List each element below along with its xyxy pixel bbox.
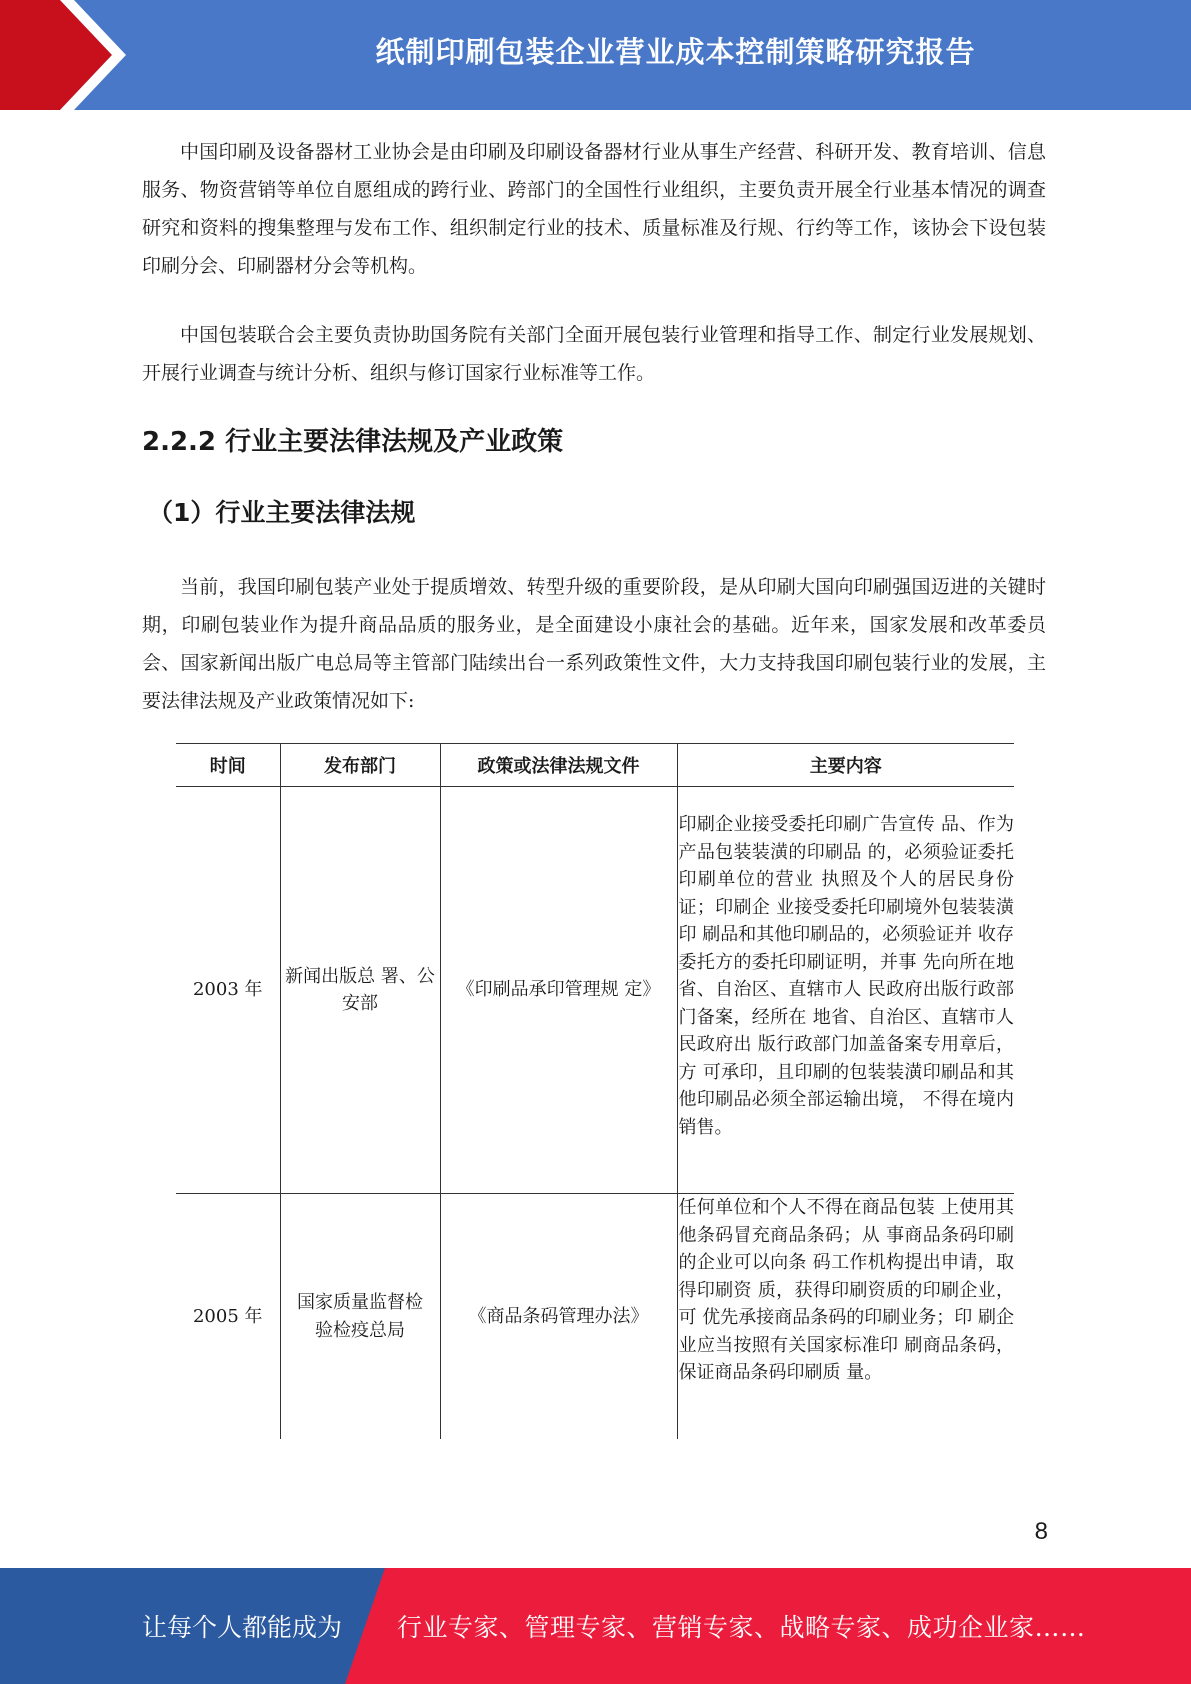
cell-department: 国家质量监督检验检疫总局 (280, 1194, 440, 1440)
table-header-row (176, 744, 1014, 787)
table-row (176, 787, 1014, 1194)
cell-document: 《印刷品承印管理规 定》 (440, 787, 677, 1194)
header-arrow-decoration (0, 0, 160, 110)
cell-content: 印刷企业接受委托印刷广告宣传 品、作为产品包装装潢的印刷品 的，必须验证委托印刷单位的营业 执照及个人的居民身份证；印刷企 业接受委托印刷境外包装装潢印 刷品和其他印刷品的，必须验证并 收存委托方的委托印刷证明，并事 先向所在地省、自治区、直辖市人 民政府出版行政部门备案，经所在 地省、自治区、直辖市人民政府出 版行政部门加盖备案专用章后，方 可承印，且印刷的包装装潢印刷品和其他印刷品必须全部运输出境， 不得在境内销售。 (677, 787, 1014, 1194)
page-number: 8 (1034, 1518, 1048, 1545)
subsection-heading: （1）行业主要法律法规 (148, 498, 416, 527)
cell-department: 新闻出版总 署、公安部 (280, 787, 440, 1194)
header-time: 时间 (176, 744, 280, 787)
footer-banner (0, 1568, 1191, 1684)
paragraph-association-2: 中国包装联合会主要负责协助国务院有关部门全面开展包装行业管理和指导工作、制定行业发展规划、开展行业调查与统计分析、组织与修订国家行业标准等工作。 (142, 324, 1046, 384)
footer-slogan-left: 让每个人都能成为 (142, 1613, 343, 1642)
paragraph-association-1: 中国印刷及设备器材工业协会是由印刷及印刷设备器材行业从事生产经营、科研开发、教育培训、信息服务、物资营销等单位自愿组成的跨行业、跨部门的全国性行业组织，主要负责开展全行业基本情况的调查研究和资料的搜集整理与发布工作、组织制定行业的技术、质量标准及行规、行约等工作，该协会下设包装印刷分会、印刷器材分会等机构。 (142, 141, 1046, 277)
cell-content: 任何单位和个人不得在商品包装 上使用其他条码冒充商品条码；从 事商品条码印刷的企业可以向条 码工作机构提出申请，取得印刷资 质，获得印刷资质的印刷企业，可 优先承接商品条码的印刷业务；印 刷企业应当按照有关国家标准印 刷商品条码，保证商品条码印刷质 量。 (678, 1197, 1014, 1383)
cell-document: 《商品条码管理办法》 (440, 1194, 677, 1440)
header-document: 政策或法律法规文件 (440, 744, 677, 787)
section-heading: 2.2.2 行业主要法律法规及产业政策 (142, 427, 564, 457)
cell-time: 2003 年 (176, 787, 280, 1194)
header-department: 发布部门 (280, 744, 440, 787)
table-row (176, 1194, 1014, 1440)
footer-slogan-right: 行业专家、管理专家、营销专家、战略专家、成功企业家…… (397, 1613, 1086, 1642)
header-banner (0, 0, 1191, 110)
intro-paragraph: 当前，我国印刷包装产业处于提质增效、转型升级的重要阶段，是从印刷大国向印刷强国迈进的关键时期，印刷包装业作为提升商品品质的服务业，是全面建设小康社会的基础。近年来，国家发展和改革委员会、国家新闻出版广电总局等主管部门陆续出台一系列政策性文件，大力支持我国印刷包装行业的发展，主要法律法规及产业政策情况如下: (142, 576, 1046, 712)
policy-table (176, 743, 1014, 1439)
header-content: 主要内容 (677, 744, 1014, 787)
cell-time: 2005 年 (176, 1194, 280, 1440)
report-title: 纸制印刷包装企业营业成本控制策略研究报告 (375, 34, 976, 69)
